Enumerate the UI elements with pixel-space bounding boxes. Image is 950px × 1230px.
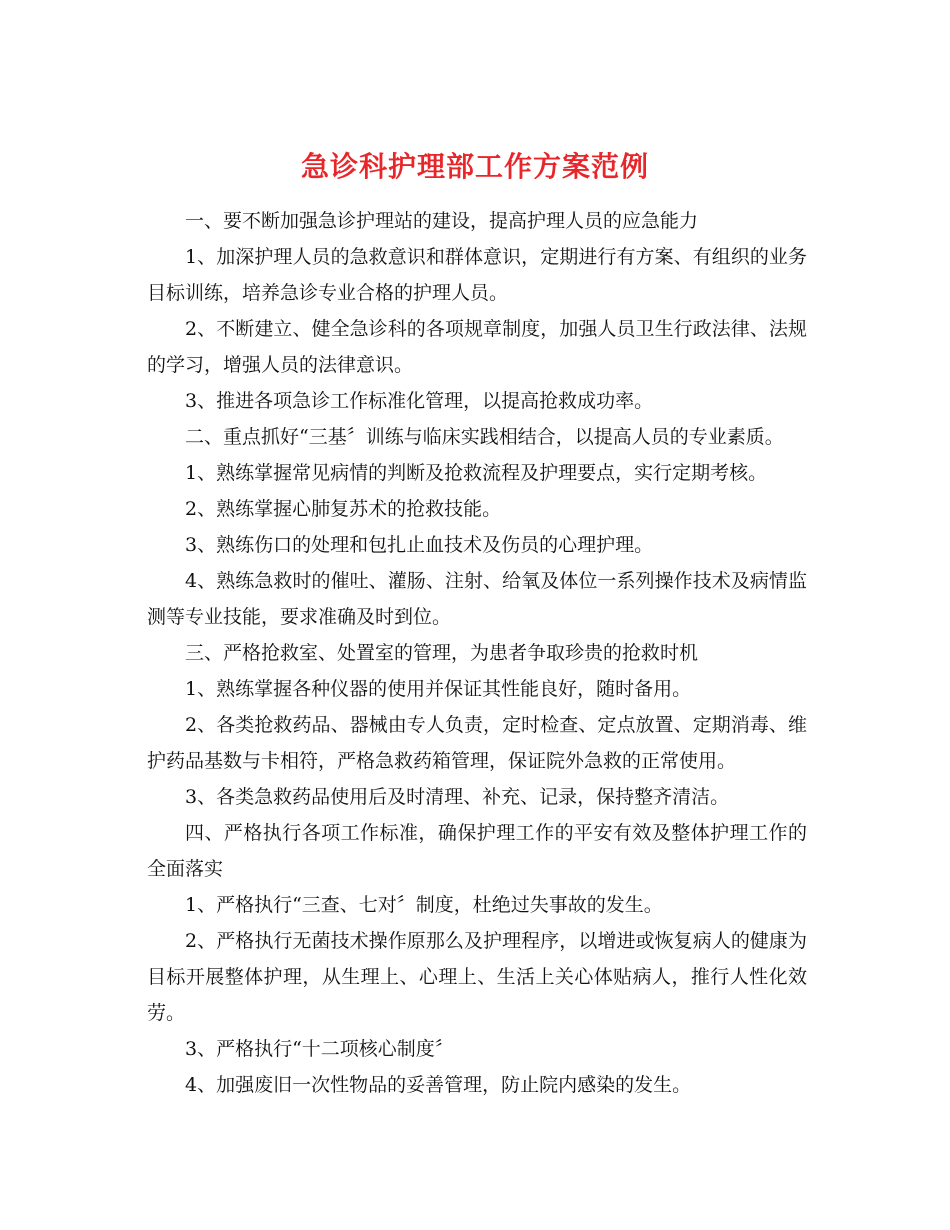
section-heading-2: 二、重点抓好“三基〞训练与临床实践相结合，以提高人员的专业素质。 (185, 426, 784, 448)
paragraph: 2、各类抢救药品、器械由专人负责，定时检查、定点放置、定期消毒、维护药品基数与卡相符，严格急救药箱管理，保证院外急救的正常使用。 (147, 714, 807, 772)
paragraph: 1、加深护理人员的急救意识和群体意识，定期进行有方案、有组织的业务目标训练，培养急诊专业合格的护理人员。 (147, 246, 807, 304)
paragraph: 2、熟练掌握心肺复苏术的抢救技能。 (185, 498, 502, 520)
paragraph: 2、严格执行无菌技术操作原那么及护理程序，以增进或恢复病人的健康为目标开展整体护理，从生理上、心理上、生活上关心体贴病人，推行人性化效劳。 (147, 930, 807, 1024)
section-heading-3: 三、严格抢救室、处置室的管理，为患者争取珍贵的抢救时机 (185, 642, 699, 664)
paragraph: 2、不断建立、健全急诊科的各项规章制度，加强人员卫生行政法律、法规的学习，增强人员的法律意识。 (147, 318, 807, 376)
paragraph: 3、熟练伤口的处理和包扎止血技术及伤员的心理护理。 (185, 534, 654, 556)
paragraph: 3、各类急救药品使用后及时清理、补充、记录，保持整齐清洁。 (185, 786, 730, 808)
paragraph: 1、熟练掌握各种仪器的使用并保证其性能良好，随时备用。 (185, 678, 692, 700)
paragraph: 3、推进各项急诊工作标准化管理，以提高抢救成功率。 (185, 390, 654, 412)
paragraph: 4、加强废旧一次性物品的妥善管理，防止院内感染的发生。 (185, 1074, 692, 1096)
paragraph: 1、熟练掌握常见病情的判断及抢救流程及护理要点，实行定期考核。 (185, 462, 768, 484)
paragraph: 1、严格执行“三查、七对〞制度，杜绝过失事故的发生。 (185, 894, 663, 916)
paragraph: 3、严格执行“十二项核心制度〞 (185, 1038, 454, 1060)
section-heading-1: 一、要不断加强急诊护理站的建设，提高护理人员的应急能力 (185, 210, 699, 232)
paragraph: 4、熟练急救时的催吐、灌肠、注射、给氧及体位一系列操作技术及病情监测等专业技能，要求准确及时到位。 (147, 570, 807, 628)
document-title: 急诊科护理部工作方案范例 (300, 149, 649, 183)
section-heading-4: 四、严格执行各项工作标准，确保护理工作的平安有效及整体护理工作的全面落实 (147, 822, 807, 880)
document-body (147, 203, 807, 1103)
